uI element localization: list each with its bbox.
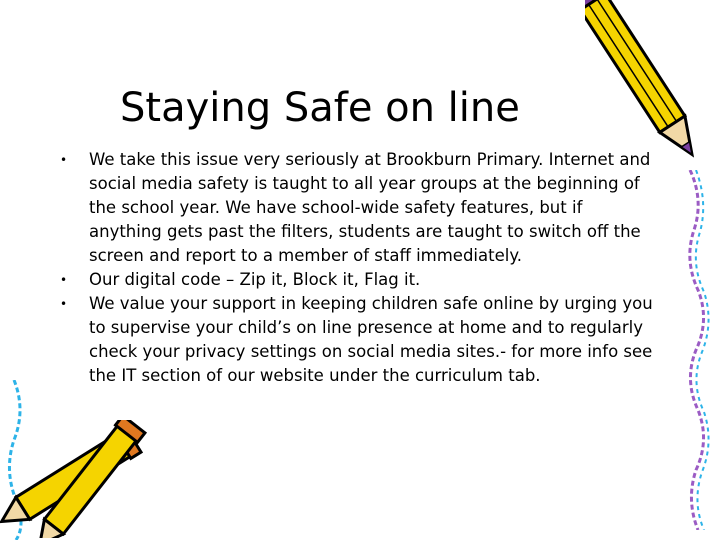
bullet-text: Our digital code – Zip it, Block it, Flag it. [89,270,421,289]
bullet-marker: • [60,297,68,311]
right-border-squiggle-icon [676,170,716,530]
list-item [60,292,660,388]
bullet-text: We value your support in keeping children safe online by urging you to supervise your child’s on line presence at home and to regularly check your privacy settings on social media sites.- for more info see the IT section of our website under the curriculum tab. [89,294,653,385]
bullet-list [60,148,660,388]
bullet-marker: • [60,153,68,167]
pencils-icon [0,420,160,538]
list-item [60,268,660,292]
bullet-marker: • [60,273,68,287]
list-item [60,148,660,268]
bullet-text: We take this issue very seriously at Brookburn Primary. Internet and social media safety is taught to all year groups at the beginning of the school year. We have school-wide safety features, but if anything gets past the filters, students are taught to switch off the screen and report to a member of staff immediately. [89,150,651,265]
pencil-icon [585,0,710,175]
slide-title: Staying Safe on line [120,85,520,131]
